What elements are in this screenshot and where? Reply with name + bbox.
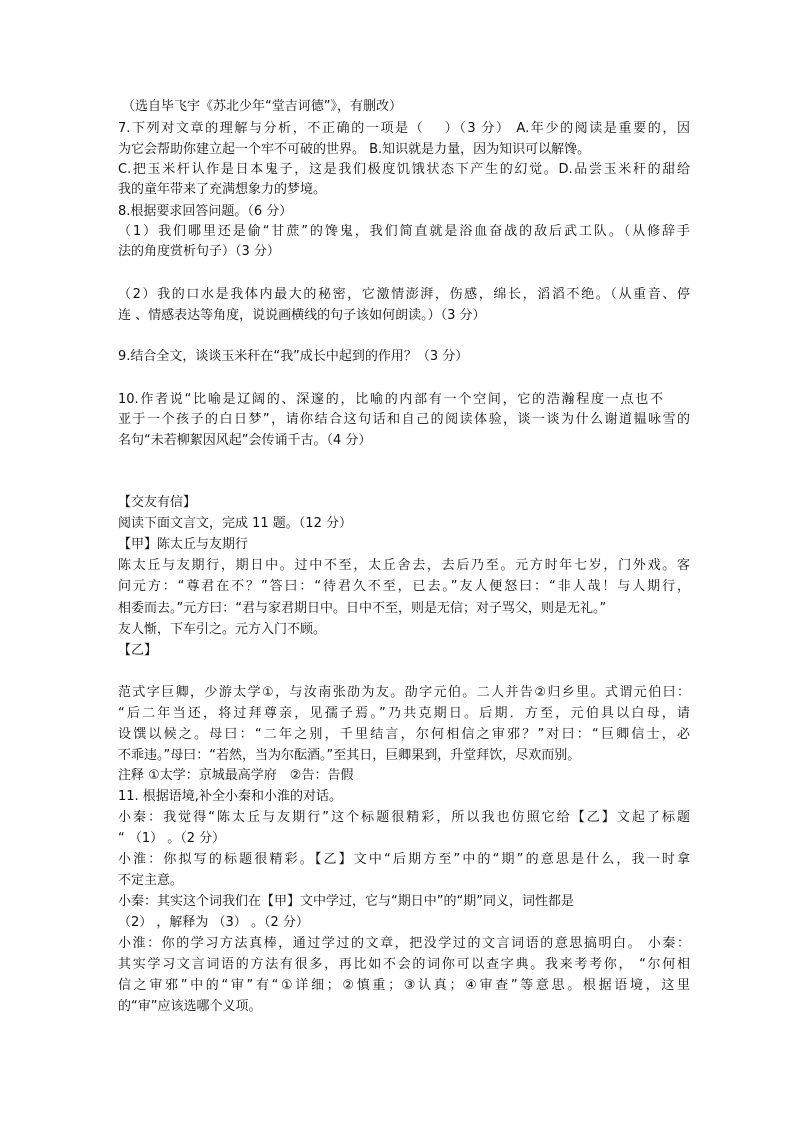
question-7: 7.下列对文章的理解与分析，不正确的一项是（ ）（3 分） A.年少的阅读是重要的，因	[118, 121, 690, 136]
passage-a-text: 相委而去。”元方曰：“君与家君期日中。日中不至，则是无信；对子骂父，则是无礼。”	[118, 601, 607, 616]
question-8-2: （2）我的口水是我体内最大的秘密，它激情澎湃，伤感，绵长，滔滔不绝。（从重音、停	[118, 287, 690, 302]
dialogue-line: 小淮：你拟写的标题很精彩。【乙】文中“后期方至”中的“期”的意思是什么，我一时拿	[118, 852, 690, 867]
question-10-text: 亚于一个孩子的白日梦”，请你结合这句话和自己的阅读体验，谈一谈为什么谢道韫咏雪的	[118, 412, 690, 427]
dialogue-line: 小秦：其实这个词我们在【甲】文中学过，它与“期日中”的“期”同义，词性都是	[118, 894, 574, 909]
question-8: 8.根据要求回答问题。（6 分）	[118, 204, 293, 219]
question-7-text: 为它会帮助你建立起一个牢不可破的世界。 B.知识就是力量，因为知识可以解馋。	[118, 142, 591, 157]
passage-b-title: 【乙】	[118, 643, 158, 658]
section-heading: 【交友有信】	[118, 495, 197, 510]
passage-b-text: 设馔以候之。母曰：“二年之别，千里结言，尔何相信之审邪？”对曰：“巨卿信士，必	[118, 727, 690, 742]
dialogue-line: 小秦：我觉得“陈太丘与友期行”这个标题很精彩，所以我也仿照它给【乙】文起了标题	[118, 810, 690, 825]
question-9: 9.结合全文，谈谈玉米秆在“我”成长中起到的作用？（3 分）	[118, 349, 469, 364]
question-7-text: C.把玉米杆认作是日本鬼子，这是我们极度饥饿状态下产生的幻觉。D.品尝玉米秆的甜给	[118, 162, 690, 177]
dialogue-line: 不定主意。	[118, 873, 184, 888]
passage-a-text: 陈太丘与友期行，期日中。过中不至，太丘舍去，去后乃至。元方时年七岁，门外戏。客	[118, 558, 690, 573]
annotations: 注释 ①太学：京城最高学府 ②告：告假	[118, 768, 354, 783]
question-8-2-text: 连 、情感表达等角度，说说画横线的句子该如何朗读。）（3 分）	[118, 308, 486, 323]
question-11: 11. 根据语境,补全小秦和小淮的对话。	[118, 789, 342, 804]
dialogue-line: 的“审”应该选哪个义项。	[118, 999, 262, 1014]
question-10-text: 名句“未若柳絮因风起”会传诵千古。（4 分）	[118, 433, 372, 448]
dialogue-line: 其实学习文言词语的方法有很多，再比如不会的词你可以查字典。我来考考你， “尔何相	[118, 957, 690, 972]
dialogue-line: 信之审邪”中的“审”有“①详细；②慎重；③认真；④审查”等意思。根据语境，这里	[118, 978, 690, 993]
passage-a-text: 问元方：“尊君在不？”答曰：“待君久不至，已去。”友人便怒曰：“非人哉！与人期行，	[118, 579, 690, 594]
source-citation: （选自毕飞宇《苏北少年“堂吉诃德”》，有删改）	[122, 99, 402, 114]
passage-b-text: 不乖违。”母曰：“若然，当为尔酝酒。”至其日，巨卿果到，升堂拜饮，尽欢而别。	[118, 748, 581, 763]
dialogue-line: “ （1） 。（2 分）	[118, 831, 226, 846]
passage-a-title: 【甲】陈太丘与友期行	[118, 537, 249, 552]
question-8-1: （1）我们哪里还是偷“甘蔗”的馋鬼，我们简直就是浴血奋战的敌后武工队。（从修辞手	[118, 224, 690, 239]
passage-b-text: 范式字巨卿，少游太学①，与汝南张劭为友。劭字元伯。二人并告②归乡里。式谓元伯曰：	[118, 685, 690, 700]
question-8-1-text: 法的角度赏析句子）（3 分）	[118, 244, 280, 259]
question-7-text: 我的童年带来了充满想象力的梦境。	[118, 182, 327, 197]
dialogue-line: 小淮：你的学习方法真棒，通过学过的文章，把没学过的文言词语的意思搞明白。 小秦：	[118, 936, 690, 951]
passage-a-text: 友人惭，下车引之。元方入门不顾。	[118, 622, 327, 637]
passage-b-text: “后二年当还，将过拜尊亲，见孺子焉。”乃共克期日。后期．方至，元伯具以白母，请	[118, 706, 690, 721]
instructions: 阅读下面文言文，完成 11 题。（12 分）	[118, 516, 352, 531]
question-10: 10.作者说“比喻是辽阔的、深邃的，比喻的内部有一个空间，它的浩瀚程度一点也不	[118, 392, 663, 407]
dialogue-line: （2） ，解释为 （3） 。（2 分）	[118, 915, 309, 930]
